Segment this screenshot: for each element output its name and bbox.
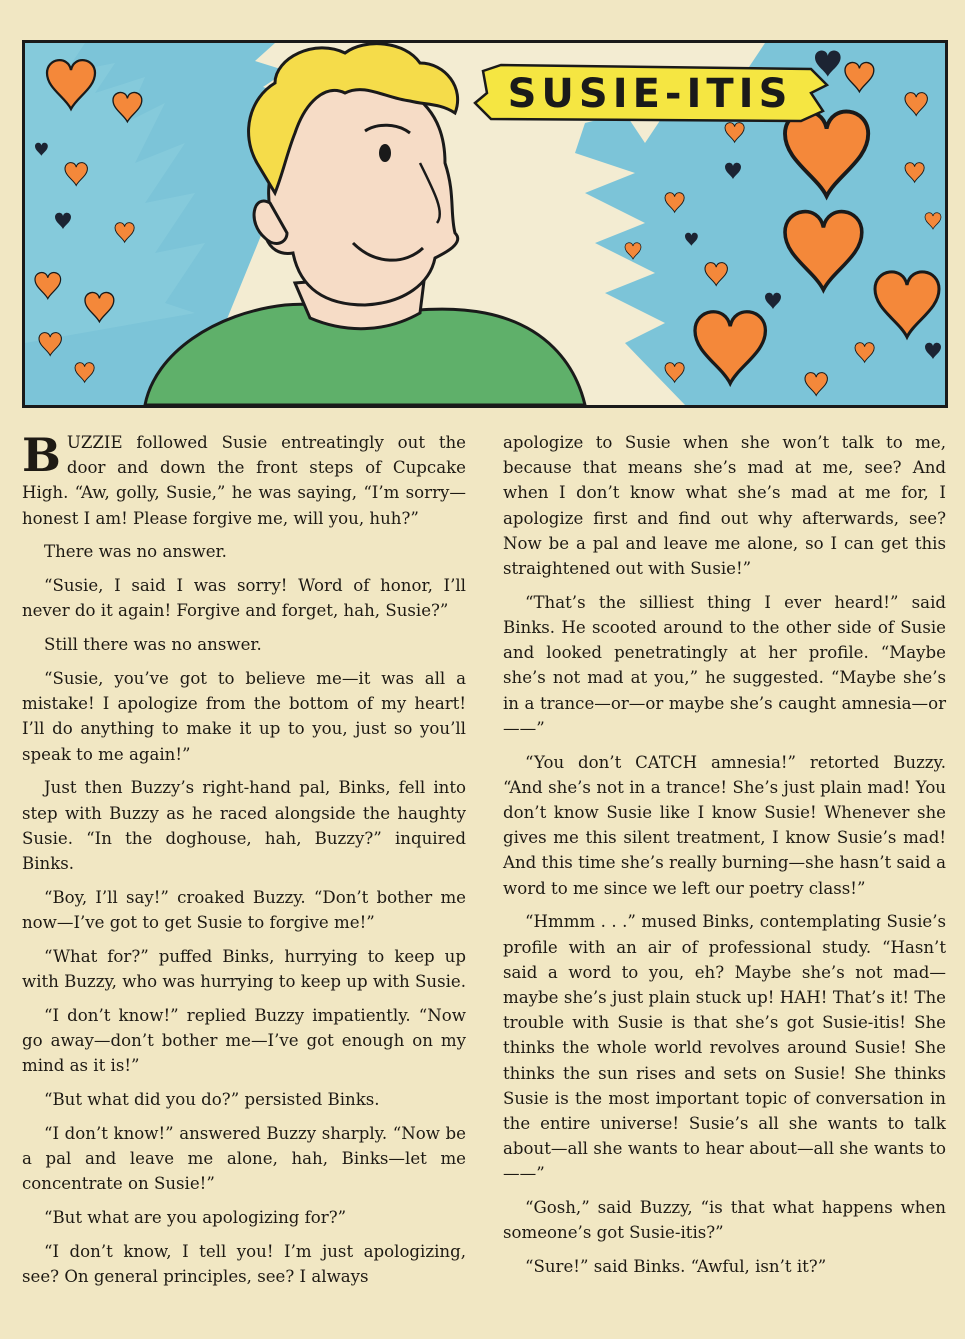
left-column (22, 430, 466, 1298)
paragraph: “But what did you do?” persisted Binks. (44, 1090, 380, 1110)
paragraph-text: UZZIE followed Susie entreatingly out the door and down the front steps of Cupcake High. “Aw, golly, Susie,” he was saying, “I’m sorry—honest I am! Please forgive me, will you, huh?” (22, 433, 466, 528)
paragraph: “I don’t know!” answered Buzzy sharply. “Now be a pal and leave me alone, hah, Binks—let me concentrate on Susie!” (22, 1123, 466, 1194)
paragraph: “I don’t know, I tell you! I’m just apologizing, see? On general principles, see? I always (22, 1241, 466, 1287)
drop-cap: B (22, 428, 61, 482)
story-title: SUSIE-ITIS (507, 71, 793, 117)
paragraph: There was no answer. (44, 542, 227, 562)
paragraph: apologize to Susie when she won’t talk to me, because that means she’s mad at me, see? And when I don’t know what she’s mad at me for, I apologize first and find out why afterwards, see? Now be a pal and leave me alone, so I can get this straightened out with Susie!” (503, 433, 946, 579)
paragraph: “Sure!” said Binks. “Awful, isn’t it?” (525, 1257, 827, 1277)
right-column (503, 430, 946, 1288)
paragraph: Just then Buzzy’s right-hand pal, Binks, fell into step with Buzzy as he raced alongside the haughty Susie. “In the doghouse, hah, Buzzy?” inquired Binks. (22, 778, 466, 874)
paragraph: Still there was no answer. (44, 635, 262, 655)
paragraph: “Hmmm . . .” mused Binks, contemplating Susie’s profile with an air of professional study. “Hasn’t said a word to you, eh? Maybe she’s not mad—maybe she’s just plain stuck up! HAH! That’s it! The trouble with Susie is that she’s got Susie-itis! She thinks the whole world revolves around Susie! She thinks the sun rises and sets on Susie! She thinks Susie is the most important topic of conversation in the entire universe! Susie’s all she wants to talk about—all she wants to hear about—all she wants to——” (503, 912, 946, 1184)
paragraph: “I don’t know!” replied Buzzy impatiently. “Now go away—don’t bother me—I’ve got enough on my mind as it is!” (22, 1005, 466, 1076)
paragraph: “That’s the silliest thing I ever heard!” said Binks. He scooted around to the other side of Susie and looked penetratingly at her profile. “Maybe she’s not mad at you,” he suggested. “Maybe she’s in a trance—or—or maybe she’s caught amnesia—or——” (503, 592, 946, 738)
paragraph: “But what are you apologizing for?” (44, 1208, 347, 1228)
paragraph: “What for?” puffed Binks, hurrying to keep up with Buzzy, who was hurrying to keep up with Susie. (22, 946, 466, 992)
paragraph: “Boy, I’ll say!” croaked Buzzy. “Don’t bother me now—I’ve got to get Susie to forgive me!” (22, 887, 466, 933)
paragraph (22, 430, 466, 531)
paragraph: “You don’t CATCH amnesia!” retorted Buzzy. “And she’s not in a trance! She’s just plain mad! You don’t know Susie like I know Susie! Whenever she gives me this silent treatment, I know Susie’s mad! And this time she’s really burning—she hasn’t said a word to me since we left our poetry class!” (503, 752, 946, 898)
paragraph: “Gosh,” said Buzzy, “is that what happens when someone’s got Susie-itis?” (503, 1198, 946, 1243)
title-banner (471, 63, 829, 125)
title-panel (22, 40, 948, 408)
paragraph: “Susie, you’ve got to believe me—it was all a mistake! I apologize from the bottom of my heart! I’ll do anything to make it up to you, just so you’ll speak to me again!” (22, 669, 466, 764)
paragraph: “Susie, I said I was sorry! Word of honor, I’ll never do it again! Forgive and forget, hah, Susie?” (22, 576, 466, 621)
